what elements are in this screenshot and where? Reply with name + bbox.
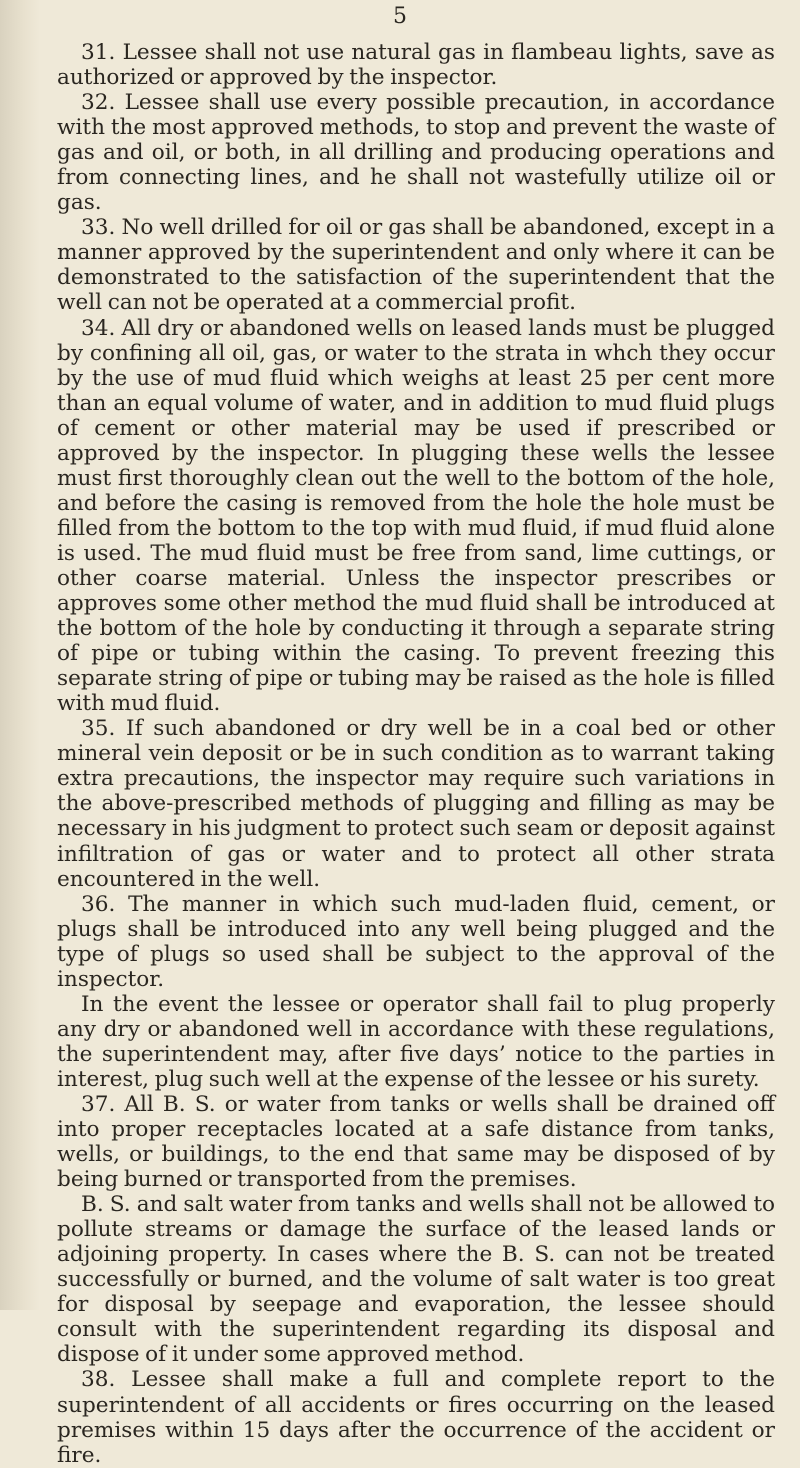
paragraph-35: 35. If such abandoned or dry well be in a coal bed or other mineral vein deposit or be in such condition as to warrant taking extra precautions, the inspector may require such variations in the above-prescribed methods of plugging and filling as may be necessary in his judgment to protect such seam or deposit against infiltration of gas or water and to protect all other strata encountered in the well. [57,716,775,892]
paragraph-32: 32. Lessee shall use every possible precaution, in accordance with the most approved methods, to stop and prevent the waste of gas and oil, or both, in all drilling and producing operations and from connecting lines, and he shall not wastefully utilize oil or gas. [57,90,775,216]
paragraph-31: 31. Lessee shall not use natural gas in flambeau lights, save as authorized or approved by the inspector. [57,40,775,91]
paragraph-33: 33. No well drilled for oil or gas shall be abandoned, except in a manner approved by the superintendent and only where it can be demonstrated to the satisfaction of the superintendent that the well can not be operated at a commercial profit. [57,215,775,316]
regulations-text [57,40,775,1468]
paragraph-38: 38. Lessee shall make a full and complete report to the superintendent of all accidents or fires occurring on the leased premises within 15 days after the occurrence of the accident or fire. [57,1367,775,1468]
page-number: 5 [393,4,407,29]
paragraph-36-continued: In the event the lessee or operator shall fail to plug properly any dry or abandoned well in accordance with these regulations, the superintendent may, after five days’ notice to the parties in interest, plug such well at the expense of the lessee or his surety. [57,991,775,1092]
paragraph-37: 37. All B. S. or water from tanks or wells shall be drained off into proper receptacles located at a safe distance from tanks, wells, or buildings, to the end that same may be disposed of by being burned or transported from the premises. [57,1091,775,1193]
paragraph-36: 36. The manner in which such mud-laden fluid, cement, or plugs shall be introduced into any well being plugged and the type of plugs so used shall be subject to the approval of the inspector. [57,891,775,992]
paragraph-34: 34. All dry or abandoned wells on leased lands must be plugged by confining all oil, gas, or water to the strata in whch they occur by the use of mud fluid which weighs at least 25 per cent more than an equal volume of water, and in addition to mud fluid plugs of cement or other material may be used if prescribed or approved by the inspector. In plugging these wells the lessee must first thoroughly clean out the well to the bottom of the hole, and before the casing is removed from the hole the hole must be filled from the bottom to the top with mud fluid, if mud fluid alone is used. The mud fluid must be free from sand, lime cuttings, or other coarse material. Unless the inspector prescribes or approves some other method the mud fluid shall be introduced at the bottom of the hole by conducting it through a separate string of pipe or tubing within the casing. To prevent freezing this separate string of pipe or tubing may be raised as the hole is filled with mud fluid. [57,315,775,717]
page-edge-shadow [0,0,40,1310]
paragraph-37-continued: B. S. and salt water from tanks and wells shall not be allowed to pollute streams or damage the surface of the leased lands or adjoining property. In cases where the B. S. can not be treated successfully or burned, and the volume of salt water is too great for disposal by seepage and evaporation, the lessee should consult with the superintendent regarding its disposal and dispose of it under some approved method. [57,1192,775,1368]
